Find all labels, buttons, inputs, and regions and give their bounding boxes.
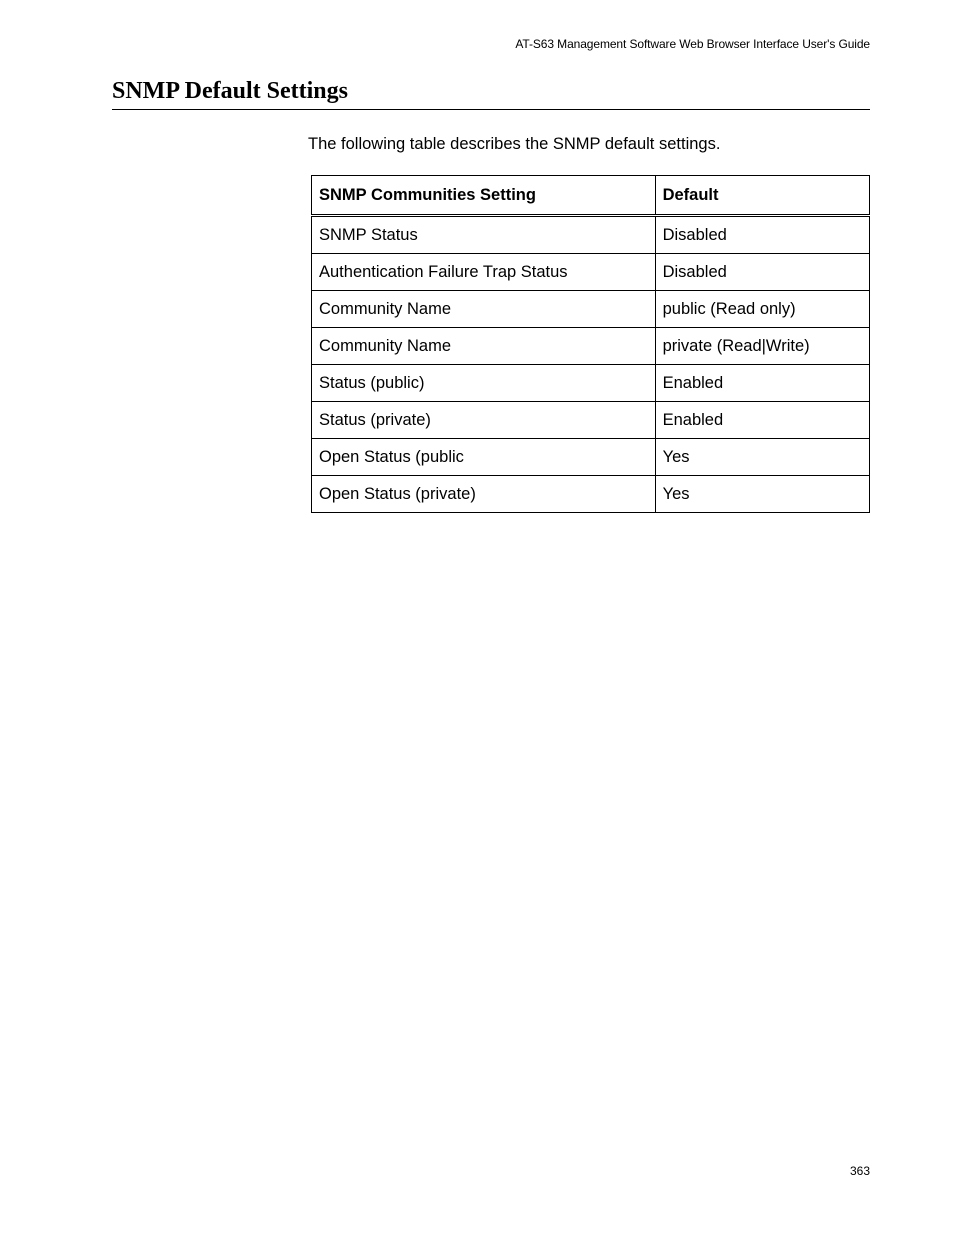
table-header-row [312,176,870,216]
default-cell: private (Read|Write) [655,328,869,365]
setting-cell: Community Name [312,291,656,328]
table-row [312,328,870,365]
running-header: AT-S63 Management Software Web Browser Interface User's Guide [515,37,870,51]
default-cell: Yes [655,476,869,513]
default-cell: Enabled [655,402,869,439]
table-row [312,291,870,328]
setting-cell: SNMP Status [312,216,656,254]
column-header-default: Default [655,176,869,216]
table-row [312,365,870,402]
table-row [312,402,870,439]
setting-cell: Open Status (private) [312,476,656,513]
intro-paragraph: The following table describes the SNMP default settings. [308,135,721,153]
setting-cell: Status (private) [312,402,656,439]
table-row [312,254,870,291]
default-cell: Disabled [655,254,869,291]
default-cell: Disabled [655,216,869,254]
default-cell: Enabled [655,365,869,402]
default-cell: public (Read only) [655,291,869,328]
setting-cell: Community Name [312,328,656,365]
setting-cell: Status (public) [312,365,656,402]
page-number: 363 [849,1164,870,1178]
default-cell: Yes [655,439,869,476]
column-header-setting: SNMP Communities Setting [312,176,656,216]
table-row [312,216,870,254]
table-row [312,439,870,476]
section-title: SNMP Default Settings [112,78,348,104]
table-row [312,476,870,513]
setting-cell: Open Status (public [312,439,656,476]
title-rule [112,109,870,110]
snmp-defaults-table [311,175,870,513]
setting-cell: Authentication Failure Trap Status [312,254,656,291]
